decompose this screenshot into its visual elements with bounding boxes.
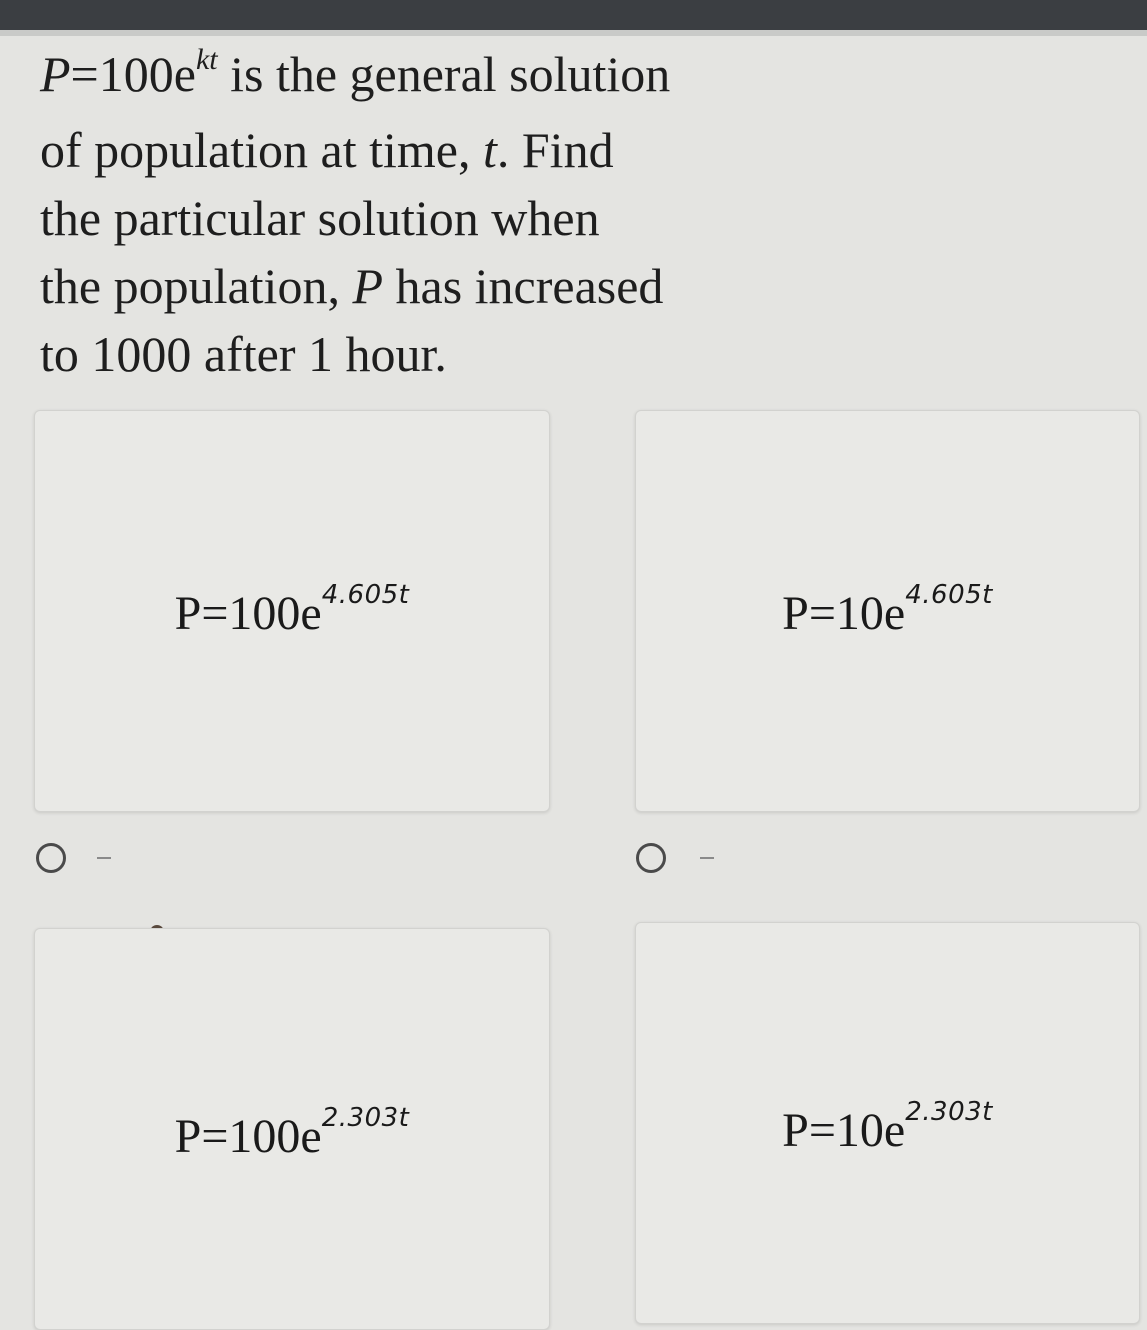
option-base-d: P=10e — [782, 1104, 906, 1157]
option-formula-c — [35, 1103, 549, 1164]
question-line-2-post: . Find — [496, 122, 614, 178]
option-exponent-d: 2.303t — [905, 1097, 993, 1127]
question-line-2 — [40, 116, 860, 184]
question-var-p: P — [40, 46, 71, 102]
question-var-p-2: P — [352, 258, 383, 314]
option-formula-a — [35, 580, 549, 641]
question-line-4-post: has increased — [383, 258, 664, 314]
question-line-1-rest: is the general solution — [217, 46, 671, 102]
option-base-b: P=10e — [782, 587, 906, 640]
option-card-c[interactable] — [34, 928, 550, 1330]
question-line-2-pre: of population at time, — [40, 122, 483, 178]
option-marker-a — [97, 857, 111, 859]
question-line-3: the particular solution when — [40, 190, 600, 246]
option-formula-d — [636, 1097, 1139, 1158]
question-line-1 — [40, 40, 860, 116]
option-exponent-c: 2.303t — [321, 1103, 410, 1133]
question-text — [40, 40, 860, 388]
question-line-4 — [40, 252, 860, 320]
option-radio-a[interactable] — [36, 843, 66, 873]
option-marker-b — [700, 857, 714, 859]
option-formula-b — [636, 580, 1139, 641]
option-radio-b[interactable] — [636, 843, 666, 873]
top-bar — [0, 0, 1147, 30]
question-equation: =100e — [70, 46, 196, 102]
option-card-a[interactable] — [34, 410, 550, 812]
option-base-c: P=100e — [174, 1110, 322, 1163]
question-line-4-pre: the population, — [40, 258, 353, 314]
option-card-b[interactable] — [635, 410, 1140, 812]
question-var-t: t — [482, 122, 497, 178]
option-card-d[interactable] — [635, 922, 1140, 1324]
top-bar-edge — [0, 30, 1147, 36]
option-exponent-a: 4.605t — [321, 580, 410, 610]
option-base-a: P=100e — [174, 587, 322, 640]
option-exponent-b: 4.605t — [905, 580, 993, 610]
question-line-5: to 1000 after 1 hour. — [40, 326, 447, 382]
question-exponent: kt — [195, 43, 218, 76]
